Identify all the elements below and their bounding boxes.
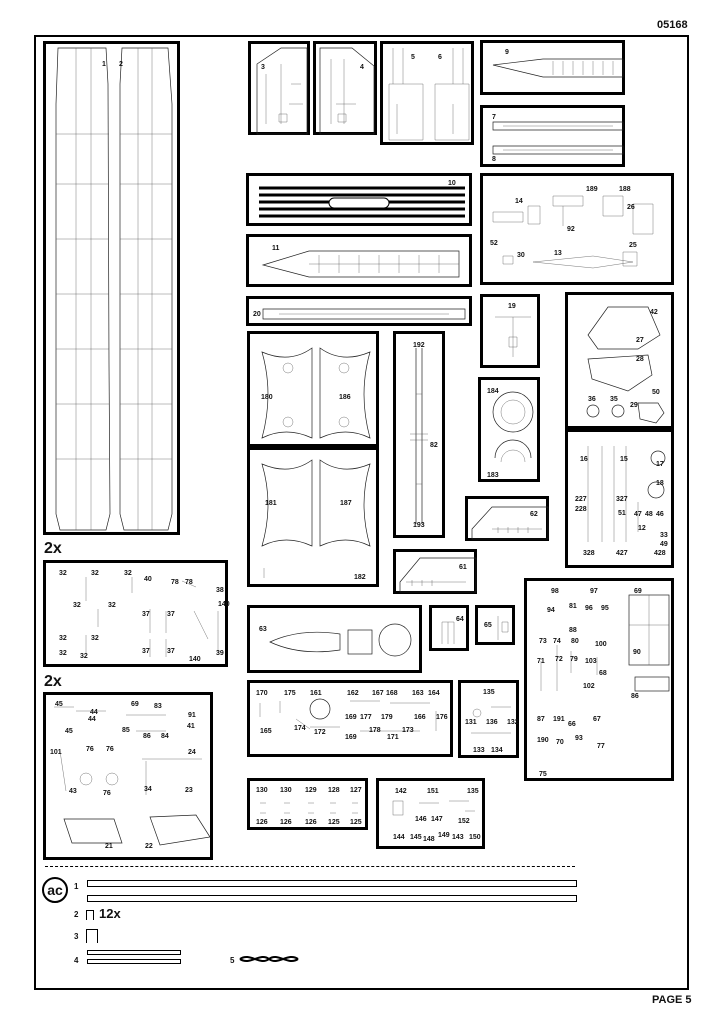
part-label: 161	[310, 690, 322, 697]
part-label: 128	[328, 787, 340, 794]
part-label: 72	[555, 656, 563, 663]
part-label: 147	[431, 816, 443, 823]
part-label: 77	[597, 743, 605, 750]
part-label: 46	[656, 511, 664, 518]
part-label: 10	[448, 180, 456, 187]
part-label: 427	[616, 550, 628, 557]
accessories-badge: ac	[42, 877, 68, 903]
part-label: 61	[459, 564, 467, 571]
part-label: 191	[553, 716, 565, 723]
part-label: 18	[656, 480, 664, 487]
part-label: 135	[483, 689, 495, 696]
part-label: 23	[185, 787, 193, 794]
part-label: 44	[88, 716, 96, 723]
sprue-panel-142	[376, 778, 485, 849]
sprue-panel-181	[247, 447, 379, 587]
part-label: 65	[484, 622, 492, 629]
accessory-number: 1	[74, 882, 79, 891]
part-label: 41	[187, 723, 195, 730]
accessory-part-icon	[86, 910, 94, 920]
part-label: 132	[507, 719, 519, 726]
part-label: 79	[570, 656, 578, 663]
part-label: 91	[188, 712, 196, 719]
part-label: 42	[650, 309, 658, 316]
part-label: 32	[91, 570, 99, 577]
sprue-panel-10	[246, 173, 472, 226]
part-label: 33	[660, 532, 668, 539]
accessory-number: 3	[74, 932, 79, 941]
sprue-panel-7-8	[480, 105, 625, 167]
part-label: 37	[142, 611, 150, 618]
sprue-hull	[43, 41, 180, 535]
part-label: 28	[636, 356, 644, 363]
part-label: 327	[616, 496, 628, 503]
part-label: 100	[595, 641, 607, 648]
page-number: PAGE 5	[652, 994, 692, 1006]
part-label: 88	[569, 627, 577, 634]
sprue-panel-19	[480, 294, 540, 368]
sprue-panel-180	[247, 331, 379, 447]
part-label: 175	[284, 690, 296, 697]
part-label: 183	[487, 472, 499, 479]
part-label: 170	[256, 690, 268, 697]
part-label: 85	[122, 727, 130, 734]
part-label: 181	[265, 500, 277, 507]
part-label: 189	[586, 186, 598, 193]
sprue-panel-130	[247, 778, 368, 830]
part-label: 73	[539, 638, 547, 645]
part-label: 83	[154, 703, 162, 710]
part-label: 20	[253, 311, 261, 318]
anchor-chain-icon	[240, 952, 298, 966]
accessory-number: 4	[74, 956, 79, 965]
part-label: 78	[171, 579, 179, 586]
part-label: 76	[106, 746, 114, 753]
part-label: 140	[218, 601, 230, 608]
part-label: 176	[436, 714, 448, 721]
part-label: 193	[413, 522, 425, 529]
part-label: 136	[486, 719, 498, 726]
part-label: 76	[86, 746, 94, 753]
part-label: 145	[410, 834, 422, 841]
accessory-rod	[87, 950, 181, 955]
multiplier-label: 2x	[44, 540, 62, 557]
part-label: 26	[627, 204, 635, 211]
part-label: 148	[423, 836, 435, 843]
accessory-part-icon	[86, 929, 98, 943]
sprue-panel-misc-a	[480, 173, 674, 285]
part-label: 32	[91, 635, 99, 642]
sprue-panel-65	[475, 605, 515, 645]
part-label: 30	[517, 252, 525, 259]
part-label: 3	[261, 64, 265, 71]
part-label: 50	[652, 389, 660, 396]
part-label: 19	[508, 303, 516, 310]
sprue-panel-64	[429, 605, 469, 651]
part-label: 131	[465, 719, 477, 726]
part-label: 130	[280, 787, 292, 794]
part-label: 97	[590, 588, 598, 595]
divider	[45, 866, 575, 867]
part-label: 163	[412, 690, 424, 697]
part-label: 192	[413, 342, 425, 349]
accessory-quantity: 12x	[99, 906, 121, 921]
part-label: 39	[216, 650, 224, 657]
part-label: 47	[634, 511, 642, 518]
part-label: 184	[487, 388, 499, 395]
part-label: 15	[620, 456, 628, 463]
part-label: 4	[360, 64, 364, 71]
part-label: 2	[119, 61, 123, 68]
part-label: 84	[161, 733, 169, 740]
part-label: 86	[631, 693, 639, 700]
part-label: 133	[473, 747, 485, 754]
part-label: 75	[539, 771, 547, 778]
part-label: 164	[428, 690, 440, 697]
part-label: 32	[59, 650, 67, 657]
part-label: 37	[167, 611, 175, 618]
part-label: 95	[601, 605, 609, 612]
part-label: 144	[393, 834, 405, 841]
part-label: 35	[610, 396, 618, 403]
part-label: 228	[575, 506, 587, 513]
part-label: 12	[638, 525, 646, 532]
part-label: 177	[360, 714, 372, 721]
part-label: 186	[339, 394, 351, 401]
part-label: 76	[103, 790, 111, 797]
part-label: 150	[469, 834, 481, 841]
part-label: 49	[660, 541, 668, 548]
part-label: 16	[580, 456, 588, 463]
part-label: 227	[575, 496, 587, 503]
part-label: 67	[593, 716, 601, 723]
part-label: 32	[80, 653, 88, 660]
part-label: 1	[102, 61, 106, 68]
part-label: 151	[427, 788, 439, 795]
part-label: 7	[492, 114, 496, 121]
part-label: 38	[216, 587, 224, 594]
part-label: 40	[144, 576, 152, 583]
part-label: 17	[656, 461, 664, 468]
sprue-panel-98	[524, 578, 674, 781]
part-label: 66	[568, 721, 576, 728]
part-label: 428	[654, 550, 666, 557]
part-label: 90	[633, 649, 641, 656]
multiplier-label: 2x	[44, 673, 62, 690]
part-label: 69	[634, 588, 642, 595]
part-label: 37	[167, 648, 175, 655]
part-label: 149	[438, 832, 450, 839]
part-label: 165	[260, 728, 272, 735]
part-label: 62	[530, 511, 538, 518]
part-label: 169	[345, 714, 357, 721]
part-label: 27	[636, 337, 644, 344]
sprue-panel-20	[246, 296, 472, 326]
part-label: 178	[369, 727, 381, 734]
sprue-panel-3	[248, 41, 310, 135]
part-label: 48	[645, 511, 653, 518]
part-label: 101	[50, 749, 62, 756]
part-label: 68	[599, 670, 607, 677]
part-label: 69	[131, 701, 139, 708]
part-label: 29	[630, 402, 638, 409]
sprue-panel-61	[393, 549, 477, 594]
part-label: 32	[73, 602, 81, 609]
part-label: 64	[456, 616, 464, 623]
accessory-number: 2	[74, 910, 79, 919]
part-label: 182	[354, 574, 366, 581]
part-label: 32	[108, 602, 116, 609]
accessory-rod	[87, 880, 577, 887]
sprue-panel-11	[246, 234, 472, 287]
part-label: 82	[430, 442, 438, 449]
part-label: 140	[189, 656, 201, 663]
part-label: 187	[340, 500, 352, 507]
part-label: 21	[105, 843, 113, 850]
part-label: 190	[537, 737, 549, 744]
part-label: 44	[90, 709, 98, 716]
part-label: 52	[490, 240, 498, 247]
sprue-panel-16	[565, 429, 674, 568]
part-label: 32	[59, 570, 67, 577]
part-label: 166	[414, 714, 426, 721]
part-label: 162	[347, 690, 359, 697]
part-label: 126	[280, 819, 292, 826]
part-label: 37	[142, 648, 150, 655]
part-label: 129	[305, 787, 317, 794]
part-label: 5	[411, 54, 415, 61]
part-label: 142	[395, 788, 407, 795]
part-label: 9	[505, 49, 509, 56]
accessory-number: 5	[230, 956, 235, 965]
part-label: 45	[65, 728, 73, 735]
part-label: 24	[188, 749, 196, 756]
part-label: 51	[618, 510, 626, 517]
part-label: 25	[629, 242, 637, 249]
part-label: 22	[145, 843, 153, 850]
part-label: 14	[515, 198, 523, 205]
part-label: 179	[381, 714, 393, 721]
sprue-panel-184	[478, 377, 540, 482]
part-label: 173	[402, 727, 414, 734]
part-label: 93	[575, 735, 583, 742]
part-label: 125	[350, 819, 362, 826]
part-label: 172	[314, 729, 326, 736]
part-label: 43	[69, 788, 77, 795]
part-label: 78	[185, 579, 193, 586]
part-label: 180	[261, 394, 273, 401]
part-label: 169	[345, 734, 357, 741]
part-label: 98	[551, 588, 559, 595]
accessory-rod	[87, 895, 577, 902]
sprue-panel-27	[565, 292, 674, 429]
part-label: 143	[452, 834, 464, 841]
sprue-panel-4	[313, 41, 377, 135]
sprue-panel-135	[458, 680, 519, 758]
part-label: 8	[492, 156, 496, 163]
part-label: 74	[553, 638, 561, 645]
part-label: 34	[144, 786, 152, 793]
part-label: 126	[256, 819, 268, 826]
sprue-panel-5-6	[380, 41, 474, 145]
part-label: 188	[619, 186, 631, 193]
part-label: 13	[554, 250, 562, 257]
part-label: 96	[585, 605, 593, 612]
part-label: 92	[567, 226, 575, 233]
part-label: 135	[467, 788, 479, 795]
part-label: 32	[59, 635, 67, 642]
sprue-panel-62	[465, 496, 549, 541]
sprue-panel-32	[43, 560, 228, 667]
part-label: 45	[55, 701, 63, 708]
part-label: 11	[272, 245, 280, 252]
part-label: 6	[438, 54, 442, 61]
part-label: 168	[386, 690, 398, 697]
part-label: 80	[571, 638, 579, 645]
part-label: 130	[256, 787, 268, 794]
part-label: 146	[415, 816, 427, 823]
part-label: 171	[387, 734, 399, 741]
part-label: 167	[372, 690, 384, 697]
sheet-code: 05168	[657, 19, 688, 31]
sprue-panel-45	[43, 692, 213, 860]
part-label: 152	[458, 818, 470, 825]
accessory-rod	[87, 959, 181, 964]
part-label: 36	[588, 396, 596, 403]
part-label: 63	[259, 626, 267, 633]
part-label: 87	[537, 716, 545, 723]
sprue-panel-9	[480, 40, 625, 95]
part-label: 125	[328, 819, 340, 826]
sprue-panel-63	[247, 605, 422, 673]
part-label: 126	[305, 819, 317, 826]
part-label: 328	[583, 550, 595, 557]
part-label: 127	[350, 787, 362, 794]
part-label: 134	[491, 747, 503, 754]
part-label: 102	[583, 683, 595, 690]
sprue-panel-192	[393, 331, 445, 538]
part-label: 94	[547, 607, 555, 614]
part-label: 86	[143, 733, 151, 740]
part-label: 32	[124, 570, 132, 577]
part-label: 103	[585, 658, 597, 665]
part-label: 70	[556, 739, 564, 746]
part-label: 174	[294, 725, 306, 732]
sprue-panel-170	[247, 680, 453, 757]
part-label: 71	[537, 658, 545, 665]
part-label: 81	[569, 603, 577, 610]
